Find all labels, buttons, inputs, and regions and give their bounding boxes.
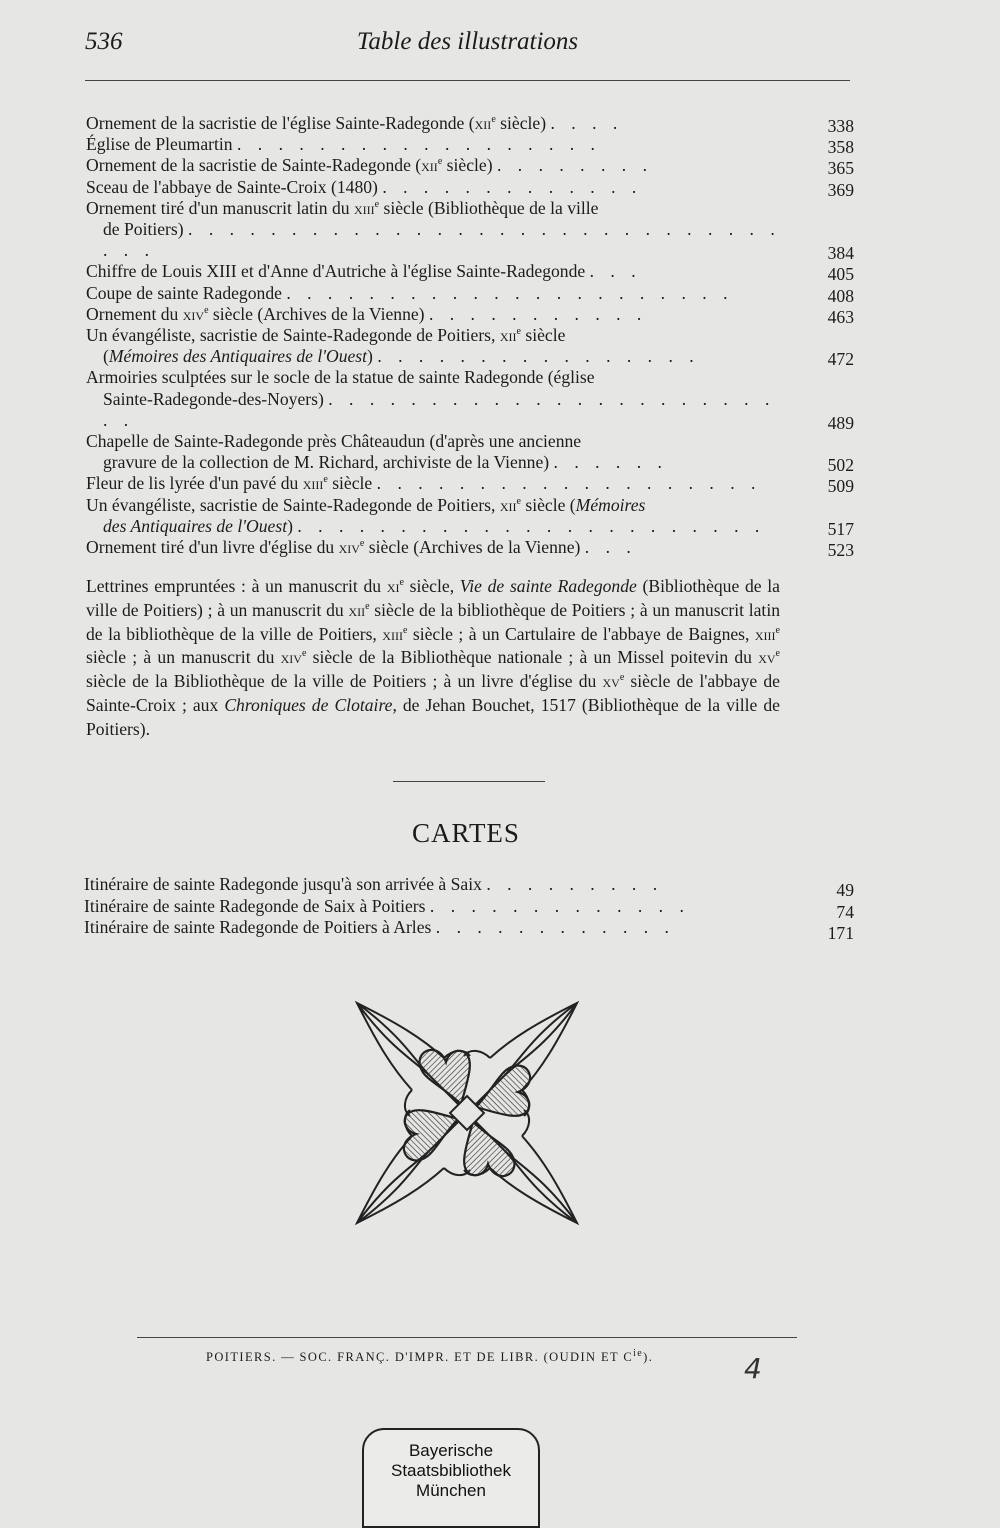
dot-leader: . . . . . . . . . . . . . . . . . . . [376,473,762,494]
fleur-de-lis-ornament [352,998,582,1228]
page-ref: 509 [827,476,854,497]
running-head [85,28,850,64]
page-ref: 408 [827,285,854,306]
list-item: Itinéraire de sainte Radegonde de Poitiers à Arles . . . . . . . . . . . . 171 [84,917,854,944]
list-item: Ornement tiré d'un livre d'église du xiv$^e$ siècle (Archives de la Vienne) . . . 523 [86,537,854,561]
stamp-line: Bayerische [408,1441,494,1460]
library-stamp [362,1428,540,1528]
list-item: Ornement du xiv$^e$ siècle (Archives de la Vienne) . . . . . . . . . . . 463 [86,303,854,327]
list-item: Coupe de sainte Radegonde . . . . . . . . . . . . . . . . . . . . . . 408 [86,282,854,306]
page-ref: 365 [827,158,854,179]
list-item: Église de Pleumartin . . . . . . . . . . . . . . . . . . 358 [86,134,854,158]
list-item: Un évangéliste, sacristie de Sainte-Radegonde de Poitiers, xii$^e$ siècle (Mémoires des Antiquaires de l'Ouest) . . . . . . . . . . . . . . . . . . . . . . . 517 [86,494,854,539]
dot-leader: . . . . . . . . . . . . . [429,895,690,916]
page-ref: 517 [827,518,854,539]
lettrines-paragraph: Lettrines empruntées : à un manuscrit du $xi^e$ siècle, Vie de sainte Radegonde (Bibliothèque de la ville de Poitiers) ; à un manuscrit du xii$^e$ siècle de la bibliothèque de Poitiers ; à un manuscrit latin de la bibliothèque de la ville de Poitiers, xiii$^e$ siècle ; à un Cartulaire de l'abbaye de Baignes, xiii$^e$ siècle ; à un manuscrit du xiv$^e$ siècle de la Bibliothèque nationale ; à un Missel poitevin du $xv^e$ siècle de la Bibliothèque de la ville de Poitiers ; à un livre d'église du $xv^e$ siècle de l'abbaye de Sainte-Croix ; aux Chroniques de Clotaire, de Jehan Bouchet, 1517 (Bibliothèque de la ville de Poitiers). [86,576,780,739]
dot-leader: . . . . . . . . . . . . [435,917,675,938]
dot-leader: . . . . . . . . . . . [428,303,648,324]
list-item: Chapelle de Sainte-Radegonde près Châteaudun (d'après une ancienne gravure de la collection de M. Richard, archiviste de la Vienne) . . . . . . 502 [86,431,854,476]
maps-list [84,874,854,944]
list-item: Ornement tiré d'un manuscrit latin du xiii$^e$ siècle (Bibliothèque de la ville de Poitiers) . . . . . . . . . . . . . . . . . . . . . . . . . . . . . . . . 384 [86,197,854,264]
dot-leader: . . . [584,537,637,558]
handwritten-mark: 4 [744,1352,762,1385]
page-ref: 472 [827,349,854,370]
footer-rule [137,1337,797,1338]
list-item: Un évangéliste, sacristie de Sainte-Radegonde de Poitiers, xii$^e$ siècle (Mémoires des Antiquaires de l'Ouest) . . . . . . . . . . . . . . . . 472 [86,325,854,370]
page-ref: 523 [827,540,854,561]
page-ref: 369 [827,179,854,200]
cartes-heading: CARTES [412,818,520,848]
dot-leader: . . . . . . . . . [486,874,664,894]
list-item: Itinéraire de sainte Radegonde de Saix à Poitiers . . . . . . . . . . . . . 74 [84,895,854,922]
section-divider [393,781,545,782]
dot-leader: . . . . . . . . . . . . . [382,176,643,197]
list-item: Ornement de la sacristie de Sainte-Radegonde (xii$^e$ siècle) . . . . . . . . 365 [86,155,854,179]
dot-leader: . . . . . . . . [496,155,653,176]
page-ref: 338 [827,116,854,136]
dot-leader: . . . . . . . . . . . . . . . . . . [237,134,601,155]
list-item: Sceau de l'abbaye de Sainte-Croix (1480) . . . . . . . . . . . . . 369 [86,176,854,200]
page-ref: 171 [827,923,854,944]
dot-leader: . . . . . . . . . . . . . . . . . . . . . . . [297,515,766,536]
page-ref: 384 [827,243,854,264]
stamp-line: Staatsbibliothek [390,1461,512,1480]
page-ref: 49 [836,880,854,900]
dot-leader: . . . . [550,113,624,133]
page-ref: 463 [827,306,854,327]
dot-leader: . . . . . . . . . . . . . . . . [377,346,700,367]
running-title: Table des illustrations [356,28,579,55]
illustration-list [86,113,854,561]
list-item: Ornement de la sacristie de l'église Sainte-Radegonde (xii$^e$ siècle) . . . . 338 [86,113,854,136]
list-item: Itinéraire de sainte Radegonde jusqu'à son arrivée à Saix . . . . . . . . . 49 [84,874,854,900]
printer-imprint: POITIERS. — SOC. FRANÇ. D'IMPR. ET DE LIBR. (OUDIN ET $C^{ie}$). [206,1347,654,1364]
dot-leader: . . . . . . . . . . . . . . . . . . . . . . [286,282,734,303]
page-number: 536 [85,28,123,55]
list-item: Chiffre de Louis XIII et d'Anne d'Autriche à l'église Sainte-Radegonde . . . 405 [86,261,854,285]
dot-leader: . . . . . . . . . . . . . . . . . . . . . . . . [103,388,776,430]
page-ref: 502 [827,455,854,476]
page-ref: 74 [836,901,854,922]
dot-leader: . . . [589,261,642,282]
page-ref: 405 [827,264,854,285]
list-item: Armoiries sculptées sur le socle de la statue de sainte Radegonde (église Sainte-Radegonde-des-Noyers) . . . . . . . . . . . . . . . . . . . . . . . . 489 [86,367,854,433]
dot-leader: . . . . . . [553,452,668,473]
dot-leader: . . . . . . . . . . . . . . . . . . . . . . . . . . . . . . . . [103,219,781,261]
header-rule [85,80,850,81]
page-ref: 489 [827,412,854,433]
list-item: Fleur de lis lyrée d'un pavé du xiii$^e$ siècle . . . . . . . . . . . . . . . . . . . 509 [86,473,854,497]
page-ref: 358 [827,137,854,158]
stamp-line: München [416,1481,486,1500]
